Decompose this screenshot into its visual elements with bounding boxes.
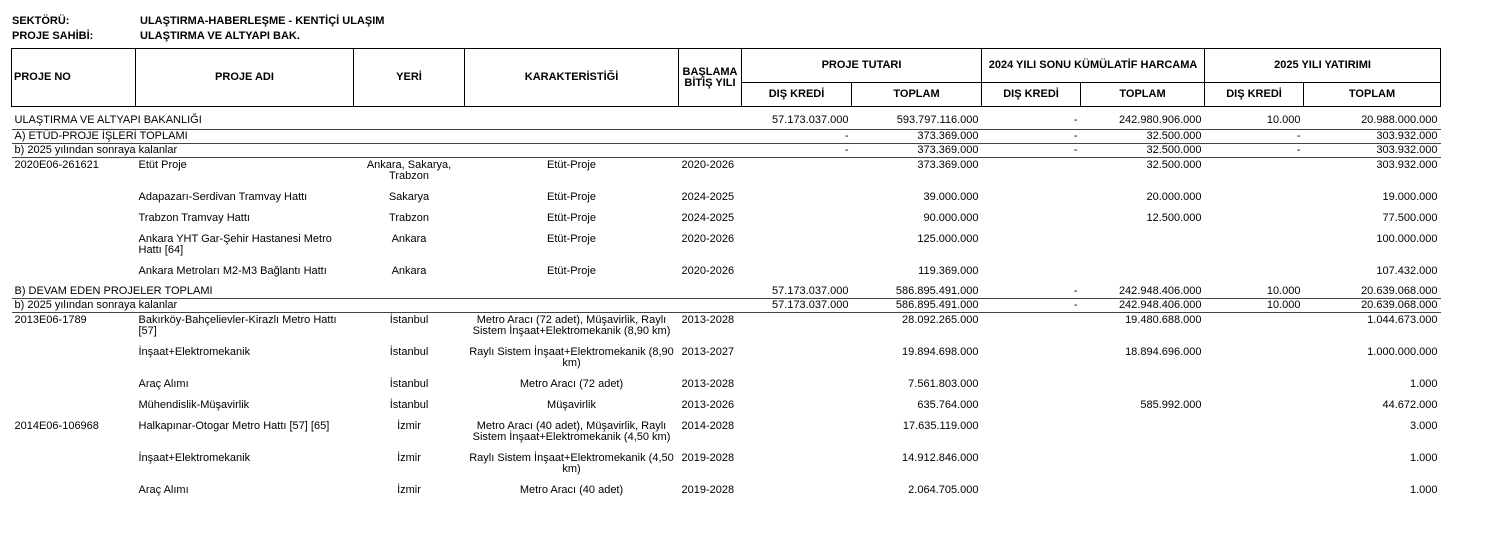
- cell-proje-adi: Araç Alımı: [138, 484, 189, 496]
- cell-yil: 2020-2026: [681, 233, 735, 245]
- cell-proje-adi: Halkapınar-Otogar Metro Hattı [57] [65]: [138, 420, 330, 432]
- cell-y-dis-kredi: [1205, 398, 1304, 419]
- table-row: [12, 232, 1441, 264]
- header-proje-adi: PROJE ADI: [136, 49, 354, 107]
- cell-pt-toplam: 19.894.698.000: [902, 346, 979, 358]
- cell-proje-no: [12, 211, 136, 232]
- cell-yil: 2024-2025: [681, 191, 735, 203]
- cell-pt-dis-kredi: [742, 345, 852, 377]
- cell-karakteristik: Metro Aracı (40 adet): [519, 484, 624, 496]
- cell-karakteristik: Raylı Sistem İnşaat+Elektromekanik (8,90 km): [469, 346, 674, 369]
- summary-row: [12, 144, 1441, 158]
- cell-y-toplam: 1.000: [1410, 452, 1438, 464]
- header-karakteristigi: KARAKTERİSTİĞİ: [465, 49, 679, 107]
- cell-yeri: İzmir: [397, 420, 421, 432]
- cell-proje-adi: Ankara YHT Gar-Şehir Hastanesi Metro Hattı [64]: [138, 233, 332, 256]
- cell-yeri: Ankara: [391, 233, 427, 245]
- cell-kh-toplam: 18.894.696.000: [1125, 346, 1202, 358]
- cell-proje-adi: Mühendislik-Müşavirlik: [138, 399, 250, 411]
- cell-pt-dis-kredi: [742, 451, 852, 483]
- cell-yeri: Trabzon: [389, 212, 429, 224]
- cell-kh-dis-kredi: [982, 232, 1081, 264]
- header-kh-toplam: TOPLAM: [1081, 83, 1205, 107]
- cell-kh-dis-kredi: [982, 451, 1081, 483]
- cell-proje-adi: Trabzon Tramvay Hattı: [138, 212, 250, 224]
- cell-y-dis-kredi: [1205, 190, 1304, 211]
- table-row: [12, 398, 1441, 419]
- cell-yil: 2019-2028: [681, 484, 735, 496]
- cell-y-dis-kredi: 10.000: [1205, 107, 1304, 130]
- cell-karakteristik: Etüt-Proje: [547, 191, 596, 203]
- table-row: [12, 451, 1441, 483]
- cell-pt-toplam: 28.092.265.000: [902, 314, 979, 326]
- cell-y-dis-kredi: [1205, 264, 1304, 285]
- cell-pt-toplam: 17.635.119.000: [902, 420, 979, 432]
- cell-kh-toplam: [1081, 377, 1205, 398]
- cell-kh-dis-kredi: -: [982, 130, 1081, 144]
- cell-proje-no: 2014E06-106968: [14, 420, 99, 432]
- cell-y-dis-kredi: 10.000: [1205, 285, 1304, 299]
- cell-pt-toplam: 125.000.000: [917, 233, 979, 245]
- cell-y-dis-kredi: [1205, 232, 1304, 264]
- cell-yeri: Ankara, Sakarya, Trabzon: [366, 159, 452, 182]
- header-y-dis-kredi: DIŞ KREDİ: [1205, 83, 1304, 107]
- cell-proje-adi: İnşaat+Elektromekanik: [138, 346, 251, 358]
- cell-proje-no: [12, 232, 136, 264]
- cell-kh-dis-kredi: [982, 264, 1081, 285]
- cell-kh-dis-kredi: [982, 398, 1081, 419]
- header-kumulatif-harcama: 2024 YILI SONU KÜMÜLATİF HARCAMA: [982, 49, 1205, 83]
- cell-y-toplam: 3.000: [1410, 420, 1438, 432]
- cell-y-toplam: 107.432.000: [1376, 265, 1438, 277]
- cell-pt-toplam: 90.000.000: [923, 212, 979, 224]
- cell-kh-toplam: [1081, 264, 1205, 285]
- cell-yil: 2019-2028: [681, 452, 735, 464]
- table-row: [12, 419, 1441, 451]
- cell-kh-toplam: [1081, 451, 1205, 483]
- table-row: [12, 211, 1441, 232]
- cell-proje-no: [12, 483, 136, 504]
- cell-pt-dis-kredi: 57.173.037.000: [742, 107, 852, 130]
- cell-y-toplam: 20.639.068.000: [1304, 299, 1441, 313]
- summary-label: B) DEVAM EDEN PROJELER TOPLAMI: [12, 285, 742, 299]
- cell-kh-toplam: 19.480.688.000: [1125, 314, 1202, 326]
- cell-karakteristik: Etüt-Proje: [547, 212, 596, 224]
- ministry-label: ULAŞTIRMA VE ALTYAPI BAKANLIĞI: [12, 107, 742, 130]
- cell-pt-dis-kredi: [742, 232, 852, 264]
- cell-proje-no: [12, 451, 136, 483]
- table-row: [12, 377, 1441, 398]
- cell-karakteristik: Etüt-Proje: [547, 159, 596, 171]
- cell-kh-toplam: 242.980.906.000: [1081, 107, 1205, 130]
- cell-karakteristik: Metro Aracı (72 adet), Müşavirlik, Raylı Sistem İnşaat+Elektromekanik (8,90 km): [472, 314, 671, 337]
- owner-label: PROJE SAHİBİ:: [12, 30, 94, 42]
- cell-proje-adi: Bakırköy-Bahçelievler-Kirazlı Metro Hattı [57]: [138, 314, 337, 337]
- cell-pt-dis-kredi: -: [742, 130, 852, 144]
- header-yeri: YERİ: [354, 49, 465, 107]
- cell-y-toplam: 77.500.000: [1382, 212, 1438, 224]
- cell-yeri: İstanbul: [389, 346, 429, 358]
- cell-kh-toplam: 585.992.000: [1140, 399, 1202, 411]
- cell-kh-toplam: [1081, 232, 1205, 264]
- cell-yeri: Sakarya: [388, 191, 430, 203]
- cell-pt-dis-kredi: [742, 313, 852, 346]
- cell-y-toplam: 1.044.673.000: [1367, 314, 1438, 326]
- cell-y-toplam: 303.932.000: [1376, 159, 1438, 171]
- cell-kh-dis-kredi: [982, 377, 1081, 398]
- sector-line: [12, 15, 384, 28]
- cell-proje-adi: Adapazarı-Serdivan Tramvay Hattı: [138, 191, 308, 203]
- cell-kh-toplam: [1081, 419, 1205, 451]
- summary-label: b) 2025 yılından sonraya kalanlar: [12, 144, 742, 158]
- header-yatirim: 2025 YILI YATIRIMI: [1205, 49, 1441, 83]
- cell-y-toplam: 20.988.000.000: [1304, 107, 1441, 130]
- cell-proje-adi: Etüt Proje: [138, 159, 187, 171]
- cell-yil: 2013-2027: [681, 346, 735, 358]
- cell-pt-dis-kredi: [742, 190, 852, 211]
- cell-kh-dis-kredi: [982, 419, 1081, 451]
- cell-yeri: İzmir: [397, 452, 421, 464]
- cell-y-toplam: 303.932.000: [1304, 144, 1441, 158]
- cell-y-dis-kredi: [1205, 211, 1304, 232]
- cell-karakteristik: Etüt-Proje: [547, 265, 596, 277]
- cell-proje-no: [12, 398, 136, 419]
- cell-y-dis-kredi: [1205, 345, 1304, 377]
- cell-y-dis-kredi: -: [1205, 130, 1304, 144]
- investment-table: [11, 48, 1441, 504]
- cell-proje-no: [12, 377, 136, 398]
- table-row: [12, 313, 1441, 346]
- cell-pt-toplam: 14.912.846.000: [902, 452, 979, 464]
- cell-y-dis-kredi: [1205, 419, 1304, 451]
- cell-pt-toplam: 373.369.000: [852, 144, 982, 158]
- cell-proje-no: [12, 264, 136, 285]
- cell-pt-dis-kredi: [742, 377, 852, 398]
- cell-kh-dis-kredi: -: [982, 299, 1081, 313]
- cell-y-toplam: 20.639.068.000: [1304, 285, 1441, 299]
- header-proje-tutari: PROJE TUTARI: [742, 49, 982, 83]
- cell-kh-toplam: 242.948.406.000: [1081, 285, 1205, 299]
- cell-y-dis-kredi: [1205, 158, 1304, 191]
- header-proje-no: PROJE NO: [12, 49, 136, 107]
- cell-proje-no: 2020E06-261621: [14, 159, 99, 171]
- cell-y-dis-kredi: [1205, 313, 1304, 346]
- header-y-toplam: TOPLAM: [1304, 83, 1441, 107]
- cell-pt-toplam: 586.895.491.000: [852, 299, 982, 313]
- cell-proje-adi: Araç Alımı: [138, 378, 189, 390]
- cell-y-dis-kredi: [1205, 451, 1304, 483]
- cell-yil: 2013-2028: [681, 314, 735, 326]
- cell-kh-dis-kredi: -: [982, 285, 1081, 299]
- cell-yil: 2020-2026: [681, 265, 735, 277]
- cell-pt-toplam: 119.369.000: [918, 265, 979, 277]
- cell-kh-toplam: 32.500.000: [1081, 130, 1205, 144]
- cell-pt-dis-kredi: [742, 419, 852, 451]
- cell-proje-no: [12, 190, 136, 211]
- summary-row: [12, 107, 1441, 130]
- cell-y-toplam: 100.000.000: [1376, 233, 1438, 245]
- cell-kh-toplam: 32.500.000: [1081, 144, 1205, 158]
- cell-kh-dis-kredi: [982, 158, 1081, 191]
- cell-pt-dis-kredi: [742, 211, 852, 232]
- sector-value: ULAŞTIRMA-HABERLEŞME - KENTİÇİ ULAŞIM: [140, 15, 385, 27]
- cell-karakteristik: Metro Aracı (40 adet), Müşavirlik, Raylı Sistem İnşaat+Elektromekanik (4,50 km): [472, 420, 671, 443]
- cell-kh-toplam: 32.500.000: [1146, 159, 1202, 171]
- owner-value: ULAŞTIRMA VE ALTYAPI BAK.: [140, 30, 300, 42]
- cell-yil: 2024-2025: [681, 212, 735, 224]
- cell-kh-dis-kredi: -: [982, 107, 1081, 130]
- cell-y-toplam: 1.000: [1410, 378, 1438, 390]
- cell-yil: 2013-2026: [681, 399, 735, 411]
- cell-karakteristik: Raylı Sistem İnşaat+Elektromekanik (4,50 km): [469, 452, 674, 475]
- owner-line: [12, 30, 300, 43]
- cell-yeri: İstanbul: [389, 378, 429, 390]
- cell-yeri: İstanbul: [389, 399, 429, 411]
- cell-kh-dis-kredi: [982, 190, 1081, 211]
- cell-y-dis-kredi: [1205, 377, 1304, 398]
- cell-kh-dis-kredi: [982, 483, 1081, 504]
- cell-kh-toplam: 12.500.000: [1146, 212, 1202, 224]
- table-row: [12, 345, 1441, 377]
- cell-y-toplam: 1.000: [1410, 484, 1438, 496]
- cell-y-dis-kredi: 10.000: [1205, 299, 1304, 313]
- summary-row: [12, 299, 1441, 313]
- cell-kh-dis-kredi: [982, 211, 1081, 232]
- cell-proje-no: 2013E06-1789: [14, 314, 87, 326]
- cell-karakteristik: Müşavirlik: [547, 399, 596, 411]
- summary-row: [12, 130, 1441, 144]
- header-pt-dis-kredi: DIŞ KREDİ: [742, 83, 852, 107]
- cell-karakteristik: Metro Aracı (72 adet): [519, 378, 624, 390]
- cell-pt-toplam: 586.895.491.000: [852, 285, 982, 299]
- cell-yil: 2020-2026: [681, 159, 735, 171]
- table-row: [12, 158, 1441, 191]
- cell-kh-toplam: 242.948.406.000: [1081, 299, 1205, 313]
- cell-y-toplam: 1.000.000.000: [1367, 346, 1438, 358]
- header-pt-toplam: TOPLAM: [852, 83, 982, 107]
- cell-pt-toplam: 373.369.000: [852, 130, 982, 144]
- header-kh-dis-kredi: DIŞ KREDİ: [982, 83, 1081, 107]
- cell-pt-toplam: 373.369.000: [917, 159, 979, 171]
- cell-pt-dis-kredi: [742, 483, 852, 504]
- cell-pt-toplam: 7.561.803.000: [908, 378, 979, 390]
- cell-kh-dis-kredi: -: [982, 144, 1081, 158]
- cell-proje-adi: İnşaat+Elektromekanik: [138, 452, 251, 464]
- cell-proje-no: [12, 345, 136, 377]
- cell-pt-dis-kredi: 57.173.037.000: [742, 285, 852, 299]
- cell-kh-dis-kredi: [982, 313, 1081, 346]
- cell-pt-toplam: 2.064.705.000: [908, 484, 979, 496]
- cell-pt-dis-kredi: [742, 398, 852, 419]
- cell-pt-dis-kredi: [742, 264, 852, 285]
- table-row: [12, 264, 1441, 285]
- cell-pt-dis-kredi: 57.173.037.000: [742, 299, 852, 313]
- cell-y-dis-kredi: -: [1205, 144, 1304, 158]
- cell-yeri: Ankara: [391, 265, 427, 277]
- table-row: [12, 190, 1441, 211]
- cell-proje-adi: Ankara Metroları M2-M3 Bağlantı Hattı: [138, 265, 327, 277]
- summary-row: [12, 285, 1441, 299]
- cell-yil: 2014-2028: [681, 420, 735, 432]
- cell-pt-toplam: 593.797.116.000: [852, 107, 982, 130]
- cell-pt-dis-kredi: -: [742, 144, 852, 158]
- cell-y-toplam: 44.672.000: [1382, 399, 1438, 411]
- cell-y-dis-kredi: [1205, 483, 1304, 504]
- cell-kh-toplam: 20.000.000: [1146, 191, 1202, 203]
- summary-label: A) ETÜD-PROJE İŞLERİ TOPLAMI: [12, 130, 742, 144]
- cell-pt-dis-kredi: [742, 158, 852, 191]
- cell-yeri: İstanbul: [389, 314, 429, 326]
- cell-kh-dis-kredi: [982, 345, 1081, 377]
- cell-kh-toplam: [1081, 483, 1205, 504]
- cell-yeri: İzmir: [397, 484, 421, 496]
- cell-yil: 2013-2028: [681, 378, 735, 390]
- header-baslama-bitis: BAŞLAMA BİTİŞ YILI: [679, 49, 742, 107]
- summary-label: b) 2025 yılından sonraya kalanlar: [12, 299, 742, 313]
- cell-y-toplam: 303.932.000: [1304, 130, 1441, 144]
- cell-pt-toplam: 635.764.000: [917, 399, 979, 411]
- cell-pt-toplam: 39.000.000: [923, 191, 979, 203]
- cell-karakteristik: Etüt-Proje: [547, 233, 596, 245]
- table-row: [12, 483, 1441, 504]
- table-body: [12, 107, 1441, 505]
- cell-y-toplam: 19.000.000: [1382, 191, 1438, 203]
- sector-label: SEKTÖRÜ:: [12, 15, 70, 27]
